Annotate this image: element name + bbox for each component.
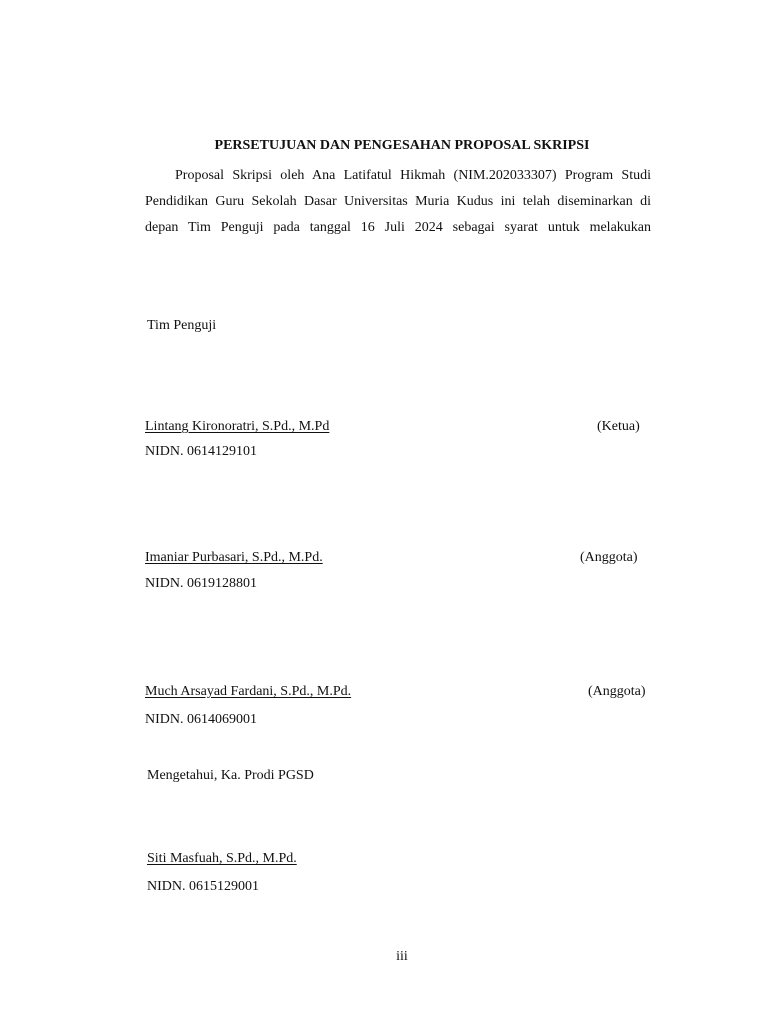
head-of-program-nidn: NIDN. 0615129001 [147, 879, 259, 894]
examiner-role: (Anggota) [580, 550, 638, 565]
examiner-name: Lintang Kironoratri, S.Pd., M.Pd [145, 419, 330, 434]
approval-heading: Mengetahui, Ka. Prodi PGSD [147, 768, 314, 783]
paragraph-line: depan Tim Penguji pada tanggal 16 Juli 2024 sebagai syarat untuk melakukan [145, 220, 651, 235]
examiner-nidn: NIDN. 0619128801 [145, 576, 257, 591]
approval-paragraph [145, 163, 651, 241]
page-number: iii [396, 949, 408, 964]
examiner-nidn: NIDN. 0614069001 [145, 712, 257, 727]
examiner-name: Imaniar Purbasari, S.Pd., M.Pd. [145, 550, 323, 565]
examiner-nidn: NIDN. 0614129101 [145, 444, 257, 459]
head-of-program-name: Siti Masfuah, S.Pd., M.Pd. [147, 851, 297, 866]
team-heading: Tim Penguji [147, 318, 217, 333]
examiner-role: (Ketua) [597, 419, 640, 434]
document-title: PERSETUJUAN DAN PENGESAHAN PROPOSAL SKRIPSI [214, 138, 590, 153]
examiner-role: (Anggota) [588, 684, 646, 699]
paragraph-line: Pendidikan Guru Sekolah Dasar Universitas Muria Kudus ini telah diseminarkan di [145, 194, 651, 209]
paragraph-line: Proposal Skripsi oleh Ana Latifatul Hikmah (NIM.202033307) Program Studi [175, 168, 651, 183]
examiner-name: Much Arsayad Fardani, S.Pd., M.Pd. [145, 684, 352, 699]
